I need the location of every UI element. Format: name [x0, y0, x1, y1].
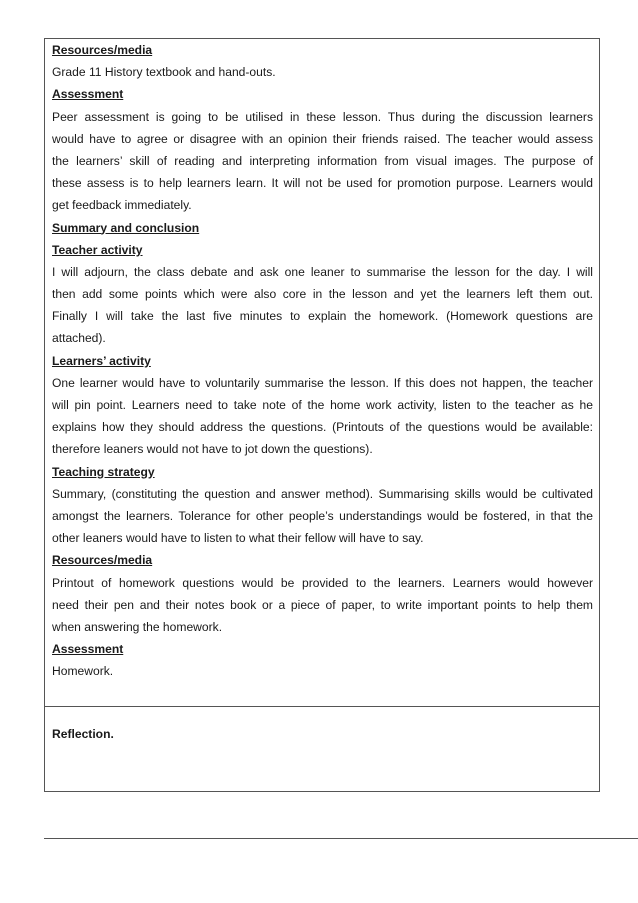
paragraph-line: other leaners would have to listen to what their fellow will have to say.: [52, 531, 424, 546]
section-heading: Resources/media: [52, 43, 153, 57]
paragraph-line: then add some points which were also core in the lesson and yet the learners left them out.: [52, 287, 593, 302]
paragraph-line: the learners’ skill of reading and interpreting information from visual images. The purpose of: [52, 153, 593, 168]
paragraph-line: I will adjourn, the class debate and ask one leaner to summarise the lesson for the day. I will: [52, 264, 593, 279]
footer-rule: [44, 838, 638, 839]
paragraph-line: get feedback immediately.: [52, 198, 192, 213]
reflection-heading: Reflection.: [52, 727, 114, 741]
paragraph-line: One learner would have to voluntarily summarise the lesson. If this does not happen, the teacher: [52, 375, 593, 390]
paragraph-line: Printout of homework questions would be provided to the learners. Learners would however: [52, 575, 593, 590]
paragraph-line: Homework.: [52, 664, 114, 679]
paragraph-line: these assess is to help learners learn. It will not be used for promotion purpose. Learners would: [52, 176, 593, 191]
table-row-divider: [45, 706, 599, 707]
section-heading: Learners’ activity: [52, 353, 151, 368]
paragraph-line: would have to agree or disagree with an opinion their friends raised. The teacher would assess: [52, 131, 593, 146]
section-heading: Summary and conclusion: [52, 220, 200, 235]
paragraph-line: explains how they should address the questions. (Printouts of the questions would be available:: [52, 420, 593, 435]
section-heading: Teaching strategy: [52, 464, 155, 479]
paragraph-line: therefore leaners would not have to jot down the questions).: [52, 442, 373, 457]
paragraph-line: when answering the homework.: [52, 619, 223, 634]
paragraph-line: need their pen and their notes book or a piece of paper, to write important points to help them: [52, 597, 593, 612]
paragraph-line: will pin point. Learners need to take note of the home work activity, listen to the teacher as he: [52, 398, 593, 412]
section-heading: Teacher activity: [52, 242, 143, 257]
paragraph-line: Peer assessment is going to be utilised in these lesson. Thus during the discussion learners: [52, 109, 593, 124]
section-heading: Assessment: [52, 642, 124, 657]
section-heading: Resources/media: [52, 553, 153, 568]
paragraph-line: attached).: [52, 331, 106, 346]
lesson-plan-table: [44, 38, 600, 792]
paragraph-line: Grade 11 History textbook and hand-outs.: [52, 65, 276, 80]
paragraph-line: Finally I will take the last five minutes to explain the homework. (Homework questions are: [52, 309, 593, 324]
paragraph-line: amongst the learners. Tolerance for other people’s understandings would be fostered, in that the: [52, 508, 593, 523]
lesson-content-cell: [45, 39, 599, 706]
paragraph-line: Summary, (constituting the question and answer method). Summarising skills would be cultivated: [52, 486, 593, 501]
section-heading: Assessment: [52, 87, 124, 102]
